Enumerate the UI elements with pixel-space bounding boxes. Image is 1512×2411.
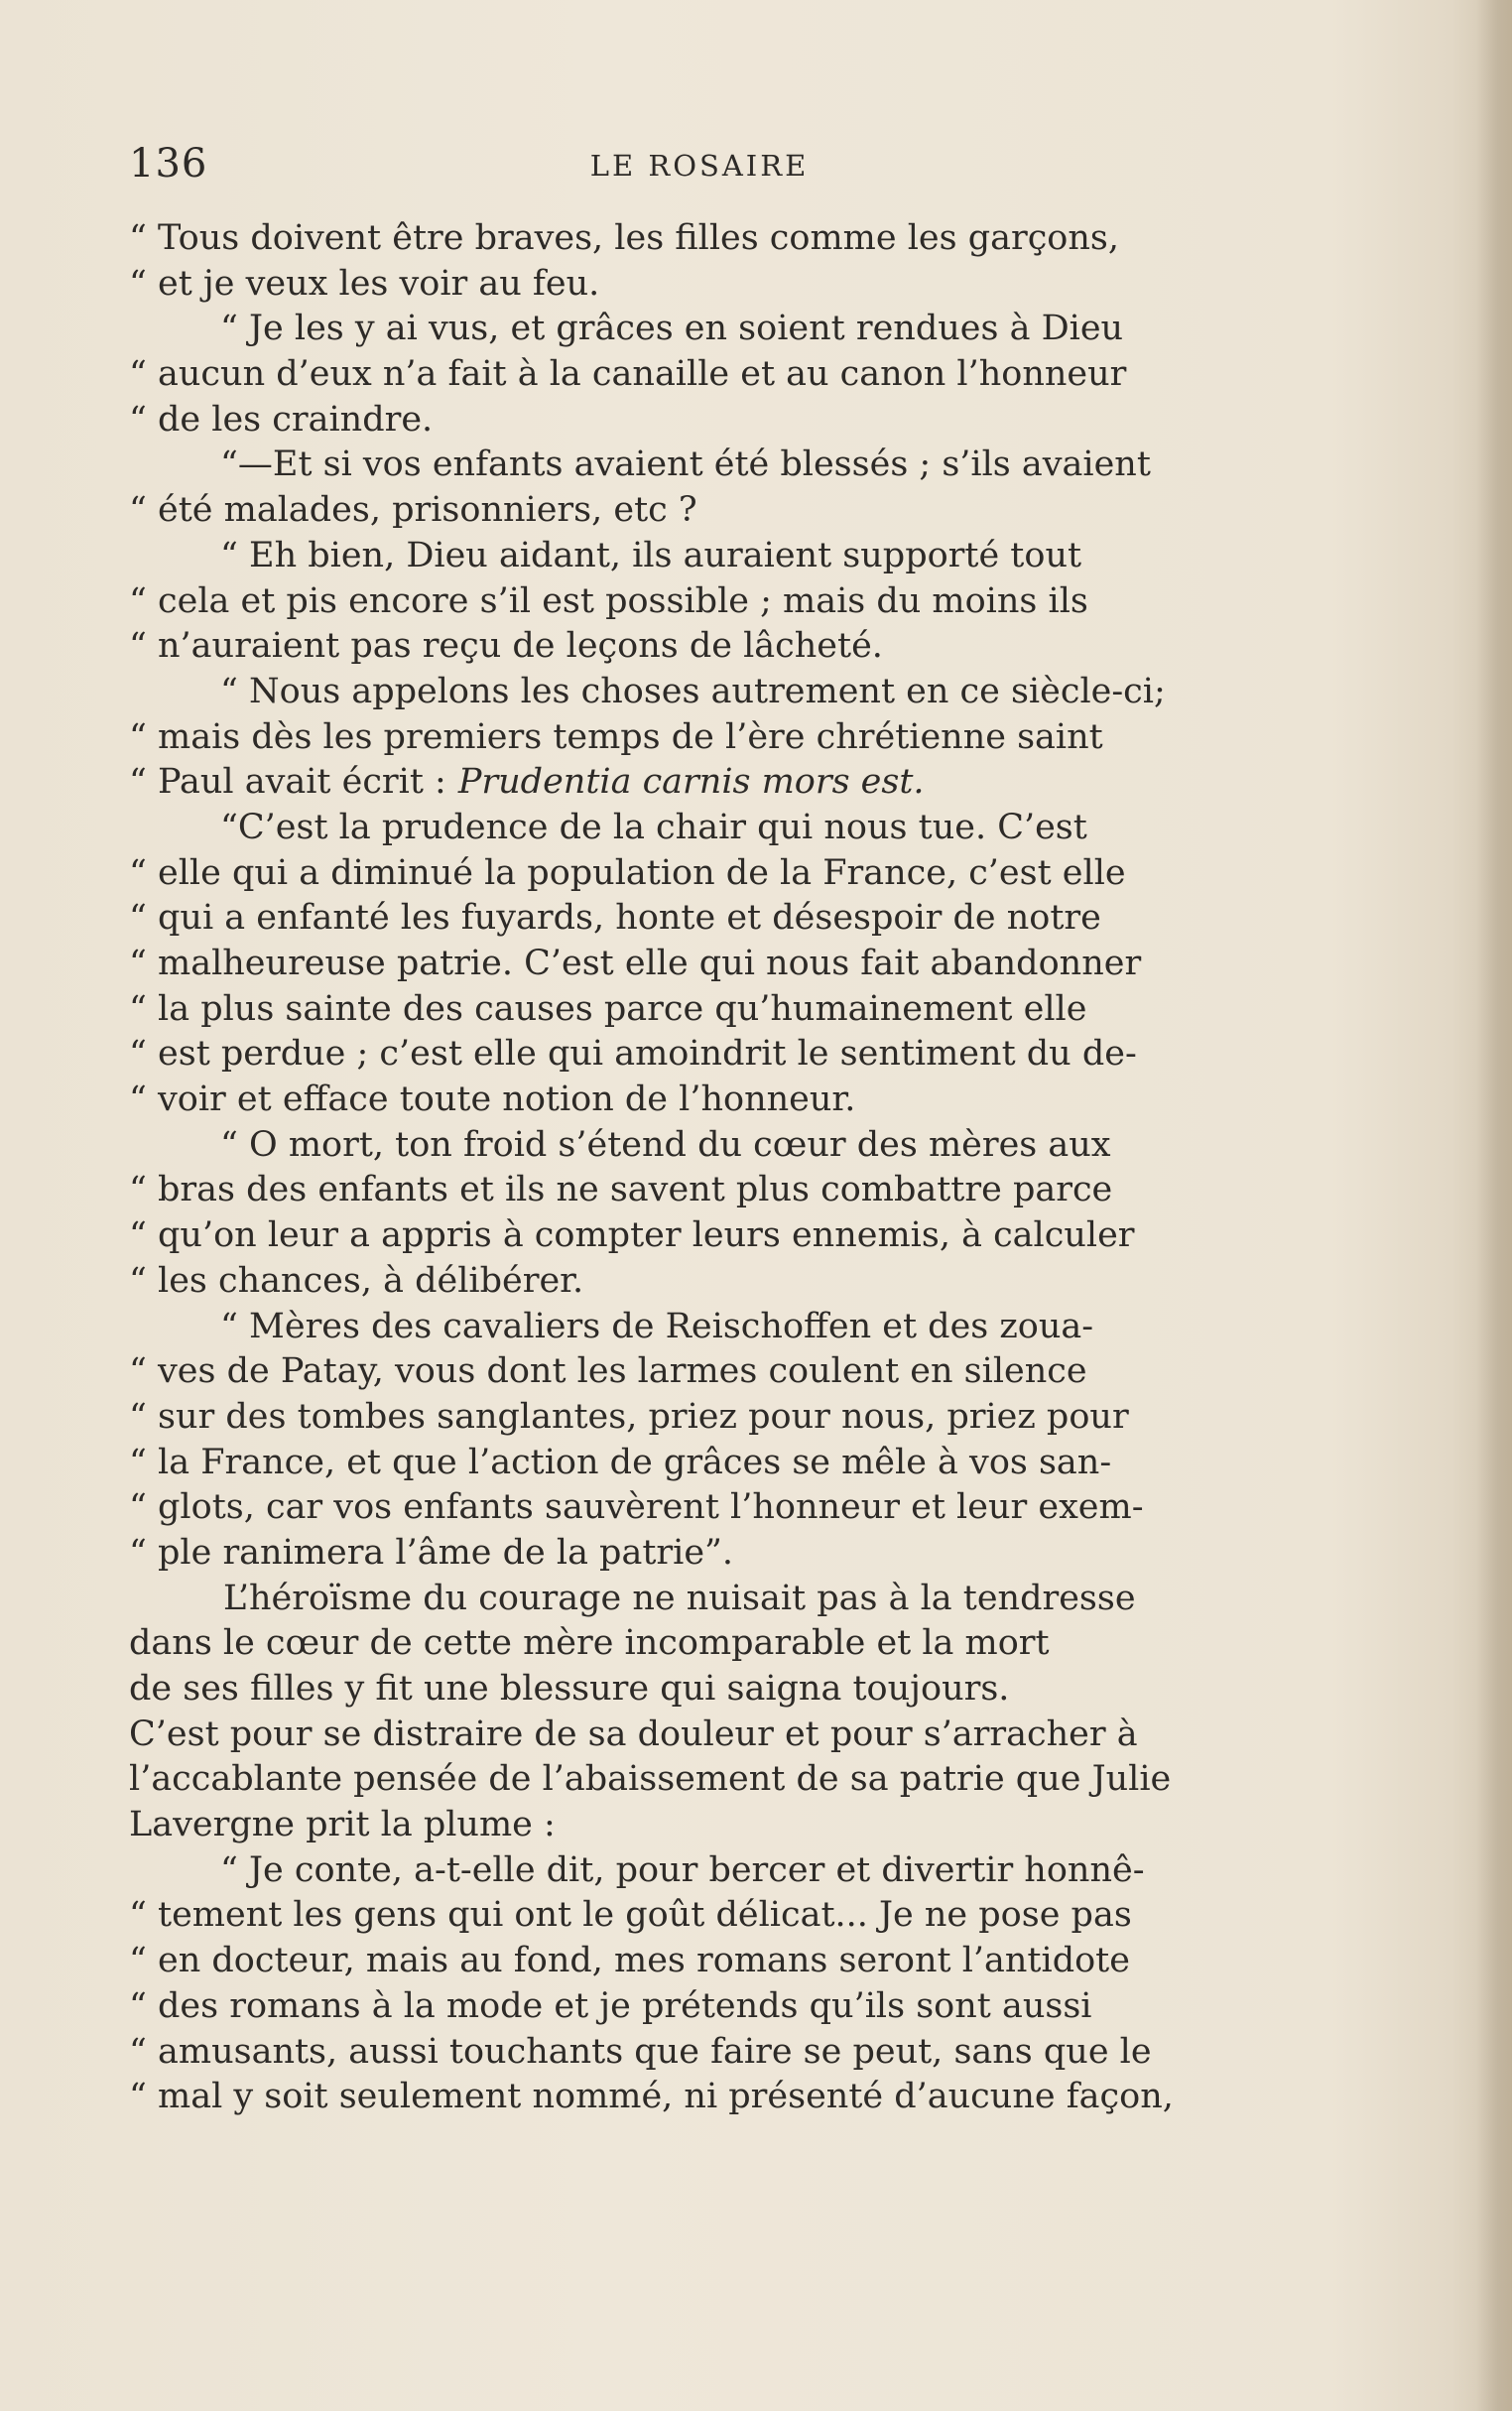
text-line: “ en docteur, mais au fond, mes romans seront l’antidote bbox=[129, 1941, 1130, 1981]
running-title: LE ROSAIRE bbox=[589, 149, 810, 183]
text-line: “ sur des tombes sanglantes, priez pour nous, priez pour bbox=[129, 1396, 1129, 1437]
latin-quote: Prudentia carnis mors est. bbox=[457, 762, 925, 803]
page-body bbox=[129, 216, 1270, 2120]
text-line: “ la France, et que l’action de grâces se mêle à vos san- bbox=[129, 1442, 1112, 1482]
text-line-start: “ Paul avait écrit : bbox=[129, 762, 446, 803]
text-line bbox=[129, 760, 1270, 806]
text-line: “ Je conte, a-t-elle dit, pour bercer et divertir honnê- bbox=[220, 1849, 1145, 1890]
text-line: “ la plus sainte des causes parce qu’humainement elle bbox=[129, 988, 1087, 1029]
page-header bbox=[129, 141, 1270, 190]
text-line: “ Mères des cavaliers de Reischoffen et des zoua- bbox=[220, 1306, 1094, 1346]
text-line: “ qui a enfanté les fuyards, honte et désespoir de notre bbox=[129, 898, 1101, 939]
text-line: “ ple ranimera l’âme de la patrie”. bbox=[129, 1532, 734, 1573]
text-line: “ elle qui a diminué la population de la France, c’est elle bbox=[129, 852, 1126, 893]
text-line: “ cela et pis encore s’il est possible ; mais du moins ils bbox=[129, 580, 1088, 621]
text-line: “ qu’on leur a appris à compter leurs ennemis, à calculer bbox=[129, 1215, 1135, 1256]
text-line: “ Tous doivent être braves, les filles comme les garçons, bbox=[129, 218, 1119, 258]
text-line: “ et je veux les voir au feu. bbox=[129, 263, 600, 304]
text-line: “ n’auraient pas reçu de leçons de lâcheté. bbox=[129, 626, 883, 667]
text-line: “ ves de Patay, vous dont les larmes coulent en silence bbox=[129, 1351, 1087, 1392]
text-line: “ glots, car vos enfants sauvèrent l’honneur et leur exem- bbox=[129, 1487, 1144, 1528]
text-line: “ Je les y ai vus, et grâces en soient rendues à Dieu bbox=[220, 309, 1124, 349]
text-line: “C’est la prudence de la chair qui nous tue. C’est bbox=[220, 807, 1087, 847]
text-line: “ tement les gens qui ont le goût délicat... Je ne pose pas bbox=[129, 1895, 1132, 1936]
page-number: 136 bbox=[129, 141, 208, 187]
text-line: “—Et si vos enfants avaient été blessés ; s’ils avaient bbox=[220, 444, 1151, 485]
text-line: “ est perdue ; c’est elle qui amoindrit le sentiment du de- bbox=[129, 1034, 1137, 1075]
text-line: “ des romans à la mode et je prétends qu’ils sont aussi bbox=[129, 1985, 1092, 2026]
text-line: “ mal y soit seulement nommé, ni présenté d’aucune façon, bbox=[129, 2077, 1174, 2117]
paragraph-line: de ses filles y fit une blessure qui saigna toujours. bbox=[129, 1669, 1010, 1709]
text-line: “ malheureuse patrie. C’est elle qui nous fait abandonner bbox=[129, 944, 1142, 983]
text-line: “ Nous appelons les choses autrement en ce siècle-ci; bbox=[220, 671, 1166, 711]
text-line: “ amusants, aussi touchants que faire se peut, sans que le bbox=[129, 2031, 1152, 2072]
text-line: “ bras des enfants et ils ne savent plus combattre parce bbox=[129, 1170, 1113, 1210]
text-line: “ mais dès les premiers temps de l’ère chrétienne saint bbox=[129, 716, 1103, 757]
text-line: “ voir et efface toute notion de l’honneur. bbox=[129, 1079, 856, 1120]
paragraph-line: C’est pour se distraire de sa douleur et pour s’arracher à bbox=[129, 1713, 1138, 1754]
text-line: “ Eh bien, Dieu aidant, ils auraient supporté tout bbox=[220, 535, 1082, 575]
paragraph-line: dans le cœur de cette mère incomparable et la mort bbox=[129, 1623, 1050, 1664]
text-line: “ O mort, ton froid s’étend du cœur des mères aux bbox=[220, 1124, 1111, 1165]
paragraph-line: l’accablante pensée de l’abaissement de sa patrie que Julie bbox=[129, 1759, 1172, 1800]
text-line: “ été malades, prisonniers, etc ? bbox=[129, 490, 697, 531]
text-line: “ aucun d’eux n’a fait à la canaille et au canon l’honneur bbox=[129, 354, 1127, 395]
text-line: “ les chances, à délibérer. bbox=[129, 1260, 584, 1301]
paragraph-line: L’héroïsme du courage ne nuisait pas à la tendresse bbox=[223, 1578, 1136, 1618]
text-line: “ de les craindre. bbox=[129, 399, 434, 440]
paragraph-line: Lavergne prit la plume : bbox=[129, 1805, 556, 1845]
page-edge-shadow bbox=[1476, 0, 1512, 2411]
